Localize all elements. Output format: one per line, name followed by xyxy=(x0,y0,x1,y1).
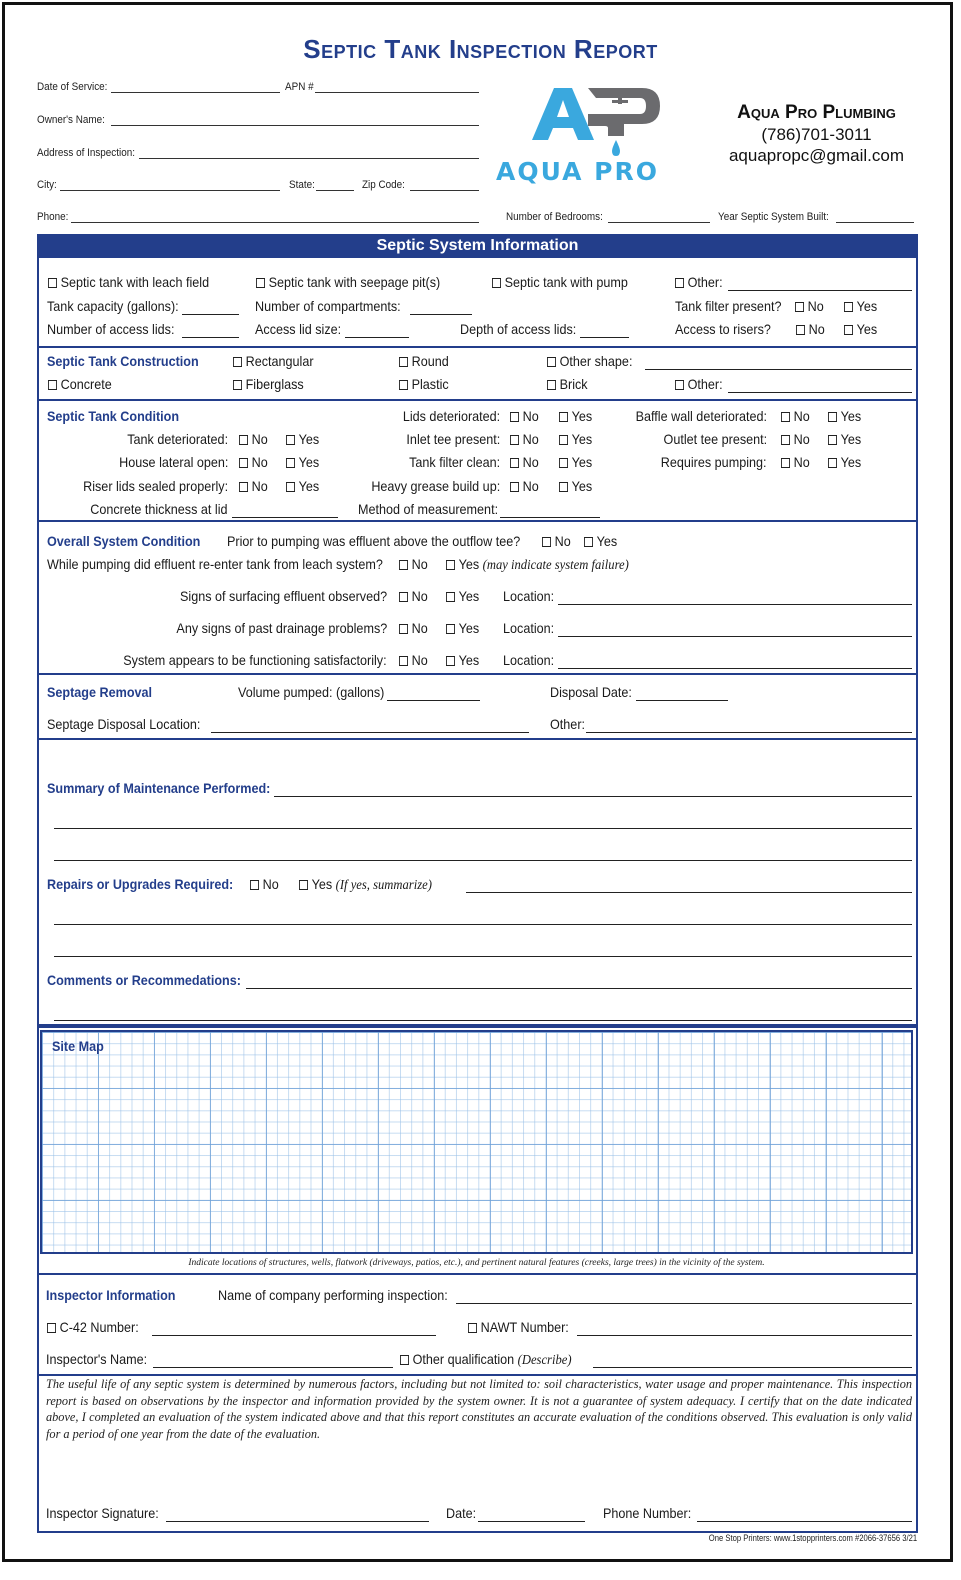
site-map-caption: Indicate locations of structures, wells, flatwork (driveways, patios, etc.), and pertinent natural features (creeks, large trees) in the vicinity of the system. xyxy=(188,1258,765,1268)
disposal-location-label: Septage Disposal Location: xyxy=(47,716,201,732)
requires-pumping-yes[interactable]: Yes xyxy=(828,454,861,470)
method-measurement-field[interactable] xyxy=(500,517,600,518)
repairs-field-line[interactable] xyxy=(54,956,912,957)
lids-deteriorated-label: Lids deteriorated: xyxy=(402,408,500,424)
checkbox[interactable] xyxy=(48,278,57,288)
checkbox[interactable] xyxy=(510,458,519,468)
tank-filter-yes[interactable]: Yes xyxy=(844,298,877,314)
repairs-note: (If yes, summarize) xyxy=(335,878,432,893)
maintenance-field[interactable] xyxy=(274,796,912,797)
house-lateral-label: House lateral open: xyxy=(118,454,228,470)
num-access-lids-label: Number of access lids: xyxy=(47,321,175,337)
baffle-wall-label: Baffle wall deteriorated: xyxy=(635,408,767,424)
printer-credit: One Stop Printers: www.1stopprinters.com #2066-37656 3/21 xyxy=(708,1533,917,1543)
divider xyxy=(37,1273,918,1275)
checkbox[interactable] xyxy=(446,592,455,602)
company-phone: (786)701-3011 xyxy=(761,125,872,144)
disposal-location-field[interactable] xyxy=(211,732,529,733)
other-qualification-option[interactable]: Other qualification (Describe) xyxy=(400,1351,572,1369)
checkbox[interactable] xyxy=(250,880,259,890)
house-lateral-yes[interactable]: Yes xyxy=(286,454,319,470)
checkbox[interactable] xyxy=(510,435,519,445)
zip-field[interactable] xyxy=(410,190,479,191)
checkbox[interactable] xyxy=(256,278,265,288)
checkbox[interactable] xyxy=(492,278,501,288)
inlet-tee-yes[interactable]: Yes xyxy=(559,431,592,447)
num-compartments-field[interactable] xyxy=(410,314,472,315)
tank-filter-no[interactable]: No xyxy=(795,298,824,314)
tank-filter-present-label: Tank filter present? xyxy=(675,298,782,314)
checkbox[interactable] xyxy=(510,482,519,492)
checkbox[interactable] xyxy=(239,482,248,492)
baffle-wall-no[interactable]: No xyxy=(781,408,810,424)
grease-buildup-yes[interactable]: Yes xyxy=(559,478,592,494)
checkbox[interactable] xyxy=(399,357,408,367)
checkbox[interactable] xyxy=(399,624,408,634)
riser-lids-sealed-no[interactable]: No xyxy=(239,478,268,494)
page-title: Septic Tank Inspection Report xyxy=(303,34,658,64)
type-pump-option[interactable]: Septic tank with pump xyxy=(492,274,628,290)
nawt-option[interactable]: NAWT Number: xyxy=(468,1319,569,1335)
prior-pumping-label: Prior to pumping was effluent above the outflow tee? xyxy=(227,533,521,549)
repairs-field[interactable] xyxy=(466,892,912,893)
divider xyxy=(37,399,918,401)
bedrooms-field[interactable] xyxy=(608,222,710,223)
access-to-risers-label: Access to risers? xyxy=(675,321,771,337)
outlet-tee-yes[interactable]: Yes xyxy=(828,431,861,447)
divider xyxy=(37,346,918,348)
checkbox[interactable] xyxy=(584,537,593,547)
zip-label: Zip Code: xyxy=(362,179,405,191)
tank-filter-clean-yes[interactable]: Yes xyxy=(559,454,592,470)
checkbox[interactable] xyxy=(781,412,790,422)
signature-date-label: Date: xyxy=(446,1505,477,1521)
company-info xyxy=(714,102,919,166)
checkbox[interactable] xyxy=(286,458,295,468)
address-label: Address of Inspection: xyxy=(37,147,135,159)
maintenance-field-line[interactable] xyxy=(54,860,912,861)
checkbox[interactable] xyxy=(559,458,568,468)
checkbox[interactable] xyxy=(844,325,853,335)
overall-heading: Overall System Condition xyxy=(47,533,201,549)
checkbox[interactable] xyxy=(828,412,837,422)
c42-option[interactable]: C-42 Number: xyxy=(47,1319,139,1335)
checkbox[interactable] xyxy=(446,624,455,634)
checkbox[interactable] xyxy=(510,412,519,422)
concrete-thickness-label: Concrete thickness at lid xyxy=(90,501,228,517)
checkbox[interactable] xyxy=(559,435,568,445)
divider xyxy=(37,673,918,675)
bedrooms-label: Number of Bedrooms: xyxy=(506,211,603,223)
reenter-label: While pumping did effluent re-enter tank from leach system? xyxy=(47,556,383,572)
volume-pumped-field[interactable] xyxy=(387,700,480,701)
material-plastic[interactable]: Plastic xyxy=(399,376,449,392)
material-other-field[interactable] xyxy=(728,392,912,393)
maintenance-heading: Summary of Maintenance Performed: xyxy=(47,780,271,796)
comments-field[interactable] xyxy=(246,988,912,989)
reenter-no[interactable]: No xyxy=(399,556,428,572)
site-map-grid[interactable] xyxy=(40,1030,913,1254)
checkbox[interactable] xyxy=(399,560,408,570)
address-field[interactable] xyxy=(139,158,479,159)
lids-deteriorated-yes[interactable]: Yes xyxy=(559,408,592,424)
repairs-heading: Repairs or Upgrades Required: xyxy=(47,876,234,892)
outlet-tee-no[interactable]: No xyxy=(781,431,810,447)
type-leach-field-option[interactable]: Septic tank with leach field xyxy=(48,274,209,290)
surfacing-effluent-yes[interactable]: Yes xyxy=(446,588,479,604)
septage-other-label: Other: xyxy=(550,716,586,732)
prior-pumping-yes[interactable]: Yes xyxy=(584,533,617,549)
checkbox[interactable] xyxy=(559,412,568,422)
city-label: City: xyxy=(37,179,57,191)
risers-yes[interactable]: Yes xyxy=(844,321,877,337)
other-qualification-field[interactable] xyxy=(593,1367,912,1368)
checkbox[interactable] xyxy=(796,325,805,335)
access-lid-size-field[interactable] xyxy=(345,337,409,338)
divider xyxy=(37,738,918,740)
state-field[interactable] xyxy=(316,190,354,191)
disposal-date-field[interactable] xyxy=(636,700,728,701)
phone-field[interactable] xyxy=(71,222,479,223)
checkbox[interactable] xyxy=(399,656,408,666)
riser-lids-sealed-yes[interactable]: Yes xyxy=(286,478,319,494)
past-drainage-yes[interactable]: Yes xyxy=(446,620,479,636)
year-built-label: Year Septic System Built: xyxy=(718,211,829,223)
concrete-thickness-field[interactable] xyxy=(232,517,338,518)
checkbox[interactable] xyxy=(547,380,556,390)
checkbox[interactable] xyxy=(468,1323,477,1333)
material-brick[interactable]: Brick xyxy=(547,376,588,392)
house-lateral-no[interactable]: No xyxy=(239,454,268,470)
company-name: Aqua Pro Plumbing xyxy=(737,102,896,123)
septage-heading: Septage Removal xyxy=(47,684,153,700)
location-label: Location: xyxy=(503,588,555,604)
tank-deteriorated-yes[interactable]: Yes xyxy=(286,431,319,447)
tank-deteriorated-no[interactable]: No xyxy=(239,431,268,447)
checkbox[interactable] xyxy=(286,435,295,445)
checkbox[interactable] xyxy=(844,302,853,312)
aqua-pro-logo xyxy=(492,84,702,184)
reenter-yes[interactable]: Yes (may indicate system failure) xyxy=(446,556,629,574)
surfacing-effluent-label: Signs of surfacing effluent observed? xyxy=(179,588,387,604)
checkbox[interactable] xyxy=(239,435,248,445)
prior-pumping-no[interactable]: No xyxy=(542,533,571,549)
num-compartments-label: Number of compartments: xyxy=(255,298,401,314)
disposal-date-label: Disposal Date: xyxy=(550,684,632,700)
checkbox[interactable] xyxy=(399,380,408,390)
checkbox[interactable] xyxy=(675,380,684,390)
comments-heading: Comments or Recommedations: xyxy=(47,972,241,988)
functioning-label: System appears to be functioning satisfactorily: xyxy=(123,652,387,668)
past-drainage-label: Any signs of past drainage problems? xyxy=(176,620,387,636)
tank-deteriorated-label: Tank deteriorated: xyxy=(127,431,228,447)
form-body-box xyxy=(37,258,918,1026)
checkbox[interactable] xyxy=(675,278,684,288)
maintenance-field-line[interactable] xyxy=(54,828,912,829)
checkbox[interactable] xyxy=(233,357,242,367)
comments-field-line[interactable] xyxy=(54,1020,912,1021)
checkbox[interactable] xyxy=(399,592,408,602)
checkbox[interactable] xyxy=(400,1355,409,1365)
inlet-tee-no[interactable]: No xyxy=(510,431,539,447)
tank-filter-clean-label: Tank filter clean: xyxy=(408,454,500,470)
apn-field[interactable] xyxy=(315,92,479,93)
grease-buildup-no[interactable]: No xyxy=(510,478,539,494)
requires-pumping-no[interactable]: No xyxy=(781,454,810,470)
risers-no[interactable]: No xyxy=(796,321,825,337)
c42-field[interactable] xyxy=(152,1335,436,1336)
checkbox[interactable] xyxy=(47,1323,56,1333)
type-seepage-pit-option[interactable]: Septic tank with seepage pit(s) xyxy=(256,274,440,290)
material-fiberglass[interactable]: Fiberglass xyxy=(233,376,304,392)
surfacing-location-field[interactable] xyxy=(558,604,912,605)
date-of-service-label: Date of Service: xyxy=(37,81,108,93)
divider xyxy=(37,520,918,522)
volume-pumped-label: Volume pumped: (gallons) xyxy=(238,684,385,700)
method-measurement-label: Method of measurement: xyxy=(358,501,499,517)
signature-date-field[interactable] xyxy=(478,1521,585,1522)
tank-capacity-label: Tank capacity (gallons): xyxy=(47,298,179,314)
checkbox[interactable] xyxy=(239,458,248,468)
inlet-tee-label: Inlet tee present: xyxy=(406,431,500,447)
signature-phone-label: Phone Number: xyxy=(603,1505,692,1521)
checkbox[interactable] xyxy=(547,357,556,367)
owners-name-label: Owner's Name: xyxy=(37,114,105,126)
signature-label: Inspector Signature: xyxy=(46,1505,159,1521)
checkbox[interactable] xyxy=(446,560,455,570)
repairs-no[interactable]: No xyxy=(250,876,279,892)
shape-round[interactable]: Round xyxy=(399,353,449,369)
requires-pumping-label: Requires pumping: xyxy=(661,454,767,470)
depth-access-lids-label: Depth of access lids: xyxy=(460,321,577,337)
functioning-no[interactable]: No xyxy=(399,652,428,668)
septage-other-field[interactable] xyxy=(586,732,912,733)
reenter-note: (may indicate system failure) xyxy=(482,558,629,573)
owners-name-field[interactable] xyxy=(111,125,479,126)
signature-field[interactable] xyxy=(166,1521,429,1522)
nawt-field[interactable] xyxy=(577,1335,912,1336)
tank-filter-clean-no[interactable]: No xyxy=(510,454,539,470)
company-performing-label: Name of company performing inspection: xyxy=(218,1287,448,1303)
checkbox[interactable] xyxy=(48,380,57,390)
checkbox[interactable] xyxy=(781,435,790,445)
date-of-service-field[interactable] xyxy=(111,92,280,93)
checkbox[interactable] xyxy=(559,482,568,492)
disclaimer-text: The useful life of any septic system is determined by numerous factors, including but not limited to: soil characteristics, water usage and proper maintenance. This inspection report is based on observations by the inspector and information provided by the system owner. It is not a guarantee of system adequacy. I certify that on the date indicated above, I completed an evaluation of the system indicated above and that this report constitutes an accurate evaluation of the conditions observed. This evaluation is only valid for a period of one year from the date of the evaluation. xyxy=(46,1377,912,1441)
baffle-wall-yes[interactable]: Yes xyxy=(828,408,861,424)
septic-system-information-bar: Septic System Information xyxy=(37,234,918,258)
construction-heading: Septic Tank Construction xyxy=(47,353,199,369)
shape-other[interactable]: Other shape: xyxy=(547,353,632,369)
type-other-option[interactable]: Other: xyxy=(675,274,723,290)
location-label: Location: xyxy=(503,620,555,636)
year-built-field[interactable] xyxy=(836,222,914,223)
past-drainage-no[interactable]: No xyxy=(399,620,428,636)
access-lid-size-label: Access lid size: xyxy=(255,321,342,337)
lids-deteriorated-no[interactable]: No xyxy=(510,408,539,424)
checkbox[interactable] xyxy=(795,302,804,312)
grease-buildup-label: Heavy grease build up: xyxy=(371,478,500,494)
checkbox[interactable] xyxy=(542,537,551,547)
inspector-name-label: Inspector's Name: xyxy=(46,1351,148,1367)
state-label: State: xyxy=(289,179,315,191)
type-other-field[interactable] xyxy=(728,290,912,291)
checkbox[interactable] xyxy=(828,435,837,445)
condition-heading: Septic Tank Condition xyxy=(47,408,180,424)
surfacing-effluent-no[interactable]: No xyxy=(399,588,428,604)
logo-wordmark: AQUA PRO xyxy=(496,157,660,184)
material-concrete[interactable]: Concrete xyxy=(48,376,112,392)
location-label: Location: xyxy=(503,652,555,668)
company-email: aquapropc@gmail.com xyxy=(728,146,905,165)
checkbox[interactable] xyxy=(828,458,837,468)
signature-phone-field[interactable] xyxy=(697,1521,912,1522)
functioning-location-field[interactable] xyxy=(558,668,912,669)
apn-label: APN # xyxy=(285,81,314,93)
site-map-heading: Site Map xyxy=(52,1038,104,1054)
divider xyxy=(37,1026,918,1028)
shape-other-field[interactable] xyxy=(645,369,912,370)
shape-rectangular[interactable]: Rectangular xyxy=(233,353,314,369)
functioning-yes[interactable]: Yes xyxy=(446,652,479,668)
checkbox[interactable] xyxy=(781,458,790,468)
depth-access-lids-field[interactable] xyxy=(580,337,629,338)
material-other[interactable]: Other: xyxy=(675,376,723,392)
inspector-heading: Inspector Information xyxy=(46,1287,176,1303)
checkbox[interactable] xyxy=(299,880,308,890)
repairs-yes[interactable]: Yes (If yes, summarize) xyxy=(299,876,432,894)
outlet-tee-label: Outlet tee present: xyxy=(663,431,767,447)
checkbox[interactable] xyxy=(233,380,242,390)
riser-lids-sealed-label: Riser lids sealed properly: xyxy=(83,478,228,494)
phone-label: Phone: xyxy=(37,211,69,223)
ap-faucet-drop-logo-icon xyxy=(492,84,702,184)
checkbox[interactable] xyxy=(286,482,295,492)
repairs-field-line[interactable] xyxy=(54,924,912,925)
inspector-name-field[interactable] xyxy=(153,1367,393,1368)
checkbox[interactable] xyxy=(446,656,455,666)
city-field[interactable] xyxy=(60,190,280,191)
company-performing-field[interactable] xyxy=(456,1303,912,1304)
num-access-lids-field[interactable] xyxy=(182,337,239,338)
tank-capacity-field[interactable] xyxy=(182,314,239,315)
drainage-location-field[interactable] xyxy=(558,636,912,637)
